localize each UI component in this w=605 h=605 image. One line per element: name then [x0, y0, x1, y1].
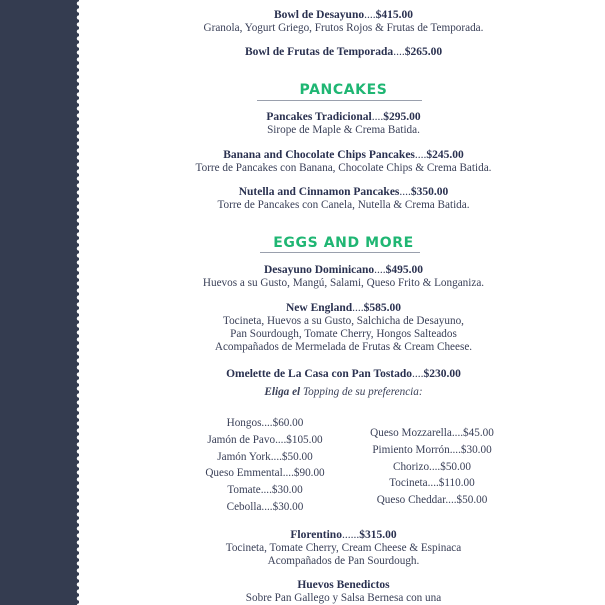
menu-item-description: Granola, Yogurt Griego, Frutos Rojos & Frutas de Temporada.	[203, 22, 484, 34]
menu-item-description: Sobre Pan Gallego y Salsa Bernesa con una	[245, 592, 442, 604]
topping-instruction: Eliga el Topping de su preferencia:	[264, 386, 423, 398]
topping-item: Queso Mozzarella....$45.00	[370, 427, 494, 439]
topping-item: Queso Cheddar....$50.00	[376, 494, 488, 507]
topping-item: Chorizo....$50.00	[393, 460, 471, 473]
menu-item-title: Nutella and Cinnamon Pancakes....$350.00	[238, 186, 449, 198]
section-title-eggs: EGGS AND MORE	[273, 235, 414, 251]
menu-item-title: Florentino......$315.00	[290, 529, 397, 541]
menu-item-description: Sirope de Maple & Crema Batida.	[267, 124, 420, 136]
menu-item-title: Bowl de Frutas de Temporada....$265.00	[244, 46, 443, 58]
topping-item: Tomate....$30.00	[227, 484, 303, 497]
topping-item: Queso Emmental....$90.00	[205, 467, 325, 480]
menu-item-title: Banana and Chocolate Chips Pancakes....$245.00	[223, 149, 464, 161]
menu-item-description: Pan Sourdough, Tomate Cherry, Hongos Salteados	[230, 328, 457, 340]
topping-item: Hongos....$60.00	[226, 417, 304, 429]
topping-item: Pimiento Morrón....$30.00	[372, 443, 492, 456]
menu-item-description: Tocineta, Tomate Cherry, Cream Cheese & Espinaca	[225, 542, 462, 554]
topping-item: Cebolla....$30.00	[226, 500, 304, 513]
menu-item-title: Bowl de Desayuno....$415.00	[274, 9, 413, 21]
topping-item: Tocineta....$110.00	[389, 477, 475, 490]
menu-item-title: Pancakes Tradicional....$295.00	[266, 111, 421, 123]
menu-item-title: New England....$585.00	[285, 302, 402, 314]
menu-item-description: Torre de Pancakes con Canela, Nutella & Crema Batida.	[217, 199, 470, 211]
decorative-side-band	[0, 0, 79, 605]
menu-item-title: Omelette de La Casa con Pan Tostado....$230.00	[226, 368, 461, 380]
section-underline	[260, 252, 420, 253]
section-title-pancakes: PANCAKES	[299, 82, 388, 98]
menu-item-title: Desayuno Dominicano....$495.00	[263, 264, 424, 276]
menu-item-description: Acompañados de Mermelada de Frutas & Cream Cheese.	[214, 341, 473, 353]
menu-item-description: Tocineta, Huevos a su Gusto, Salchicha de Desayuno,	[223, 315, 464, 327]
menu-item-title: Huevos Benedictos	[297, 579, 390, 591]
menu-item-description: Acompañados de Pan Sourdough.	[267, 555, 420, 567]
topping-item: Jamón York....$50.00	[217, 450, 313, 463]
topping-item: Jamón de Pavo....$105.00	[207, 433, 323, 446]
toppings-right-column	[342, 425, 522, 509]
toppings-left-column	[179, 415, 351, 516]
section-underline	[257, 100, 422, 101]
menu-item-description: Huevos a su Gusto, Mangú, Salami, Queso Frito & Longaniza.	[202, 277, 485, 289]
menu-item-description: Torre de Pancakes con Banana, Chocolate Chips & Crema Batida.	[195, 162, 492, 174]
